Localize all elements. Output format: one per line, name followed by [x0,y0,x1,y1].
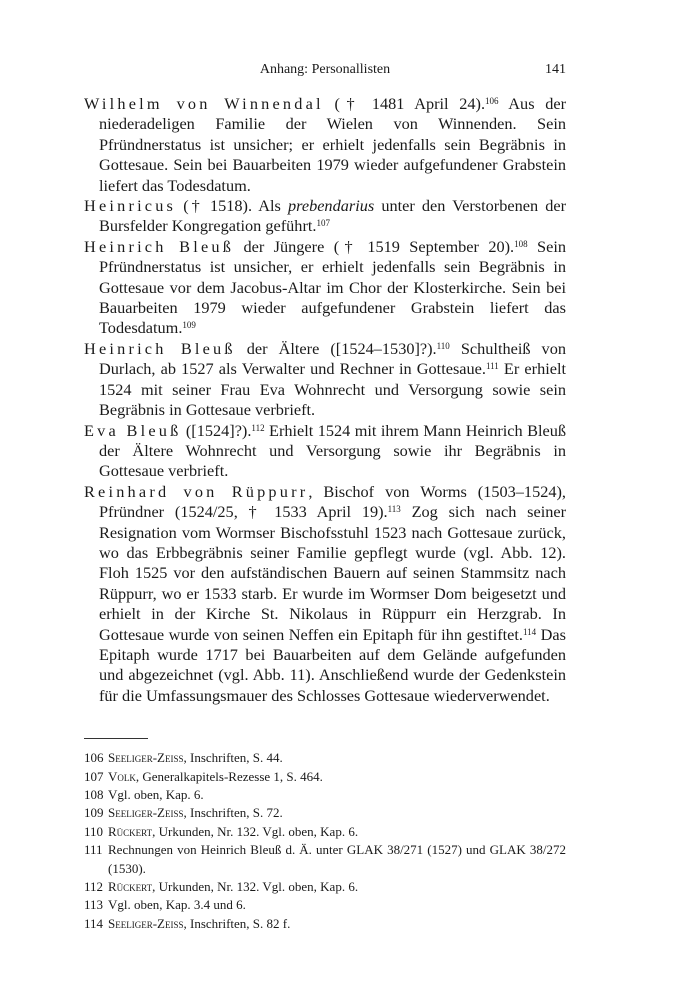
entry-text: Schultheiß von Durlach, ab 1527 als Verwalter und Rechner in Gottesaue. [99,338,566,379]
footnote-author: Rückert [108,823,153,839]
footnote-ref: 107 [316,218,330,229]
footnote [84,878,566,896]
footnote [84,915,566,933]
entry-text: Er erhielt 1524 mit seiner Frau Eva Wohnrecht und Versorgung sowie sein Begräbnis in Gottesaue verbrieft. [99,359,567,420]
footnote-ref: 114 [523,626,537,637]
person-name: Heinrich Bleuß [84,338,236,358]
footnote-ref: 112 [251,422,265,433]
footnote [84,896,566,914]
footnote-number: 113 [84,897,104,913]
footnote-text: Vgl. oben, Kap. 6. [108,787,204,802]
entry-text: ([1524]?). [181,420,252,440]
entry-text: der Jüngere († 1519 September 20). [234,236,515,256]
entry-text: Das Epitaph wurde 1717 bei Bauarbeiten auf dem Gelände aufgefunden und abgezeichnet (vgl. Abb. 11). Anschließend wurde der Gedenkstein für die Umfassungsmauer des Schlosses Gottesaue wiederverwendet. [99,624,566,705]
footnote-number: 110 [84,823,104,839]
person-entry [84,237,566,339]
entry-text: , Bischof von Worms (1503–1524), Pfründner (1524/25, † 1533 April 19). [99,481,566,522]
footnote-text: , Inschriften, S. 82 f. [183,915,291,931]
footnote-separator [84,738,148,739]
footnote-ref: 113 [387,504,401,515]
footnote [84,823,566,841]
footnote [84,841,566,878]
entry-text: Zog sich nach seiner Resignation vom Wormser Bischofsstuhl 1523 nach Gottesaue zurück, wo das Erbbegräbnis seiner Familie gepflegt wurde (vgl. Abb. 12). Floh 1525 vor den aufständischen Bauern auf seinen Stammsitz nach Rüppurr, wo er 1533 starb. Er wurde im Wormser Dom beigesetzt und erhielt in der Kirche St. Nikolaus in Rüppurr ein Herzgrab. In Gottesaue wurde von seinen Neffen ein Epitaph für ihn gestiftet. [99,502,567,644]
footnote-number: 109 [84,805,104,821]
person-entry [84,421,566,482]
footnote-ref: 109 [182,320,196,331]
footnote-author: Rückert [108,879,153,895]
footnote [84,804,566,822]
footnote-text: , Inschriften, S. 44. [183,750,283,766]
footnote [84,749,566,767]
footnote-number: 107 [84,768,104,784]
person-entry [84,339,566,421]
page [84,62,566,933]
footnote-number: 112 [84,879,104,895]
person-entry [84,94,566,196]
person-name: Reinhard von Rüppurr [84,481,309,501]
entry-text: Sein Pfründnerstatus ist unsicher, er erhielt jedenfalls sein Begräbnis in Gottesaue vor dem Jacobus-Altar im Chor der Klosterkirche. Sein bei Bauarbeiten 1979 wieder aufgefundener Grabstein liefert das Todesdatum. [99,236,566,338]
footnote-text: , Urkunden, Nr. 132. Vgl. oben, Kap. 6. [152,879,359,895]
footnote-number: 106 [84,750,104,766]
entry-text: († 1518). Als [176,196,288,216]
footnote-author: Seeliger-Zeiss [108,750,184,766]
entry-text: Aus der niederadeligen Familie der Wielen von Winnenden. Sein Pfründnerstatus ist unsicher; er erhielt jedenfalls sein Begräbnis in Gottesaue. Sein bei Bauarbeiten 1979 wieder aufgefundener Grabstein liefert das Todesdatum. [99,94,566,195]
footnote-ref: 110 [436,340,450,351]
footnote-author: Seeliger-Zeiss [108,915,184,931]
running-title: Anhang: Personallisten [259,62,391,77]
entry-text: († 1481 April 24). [323,94,486,113]
footnote-author: Volk [108,768,136,784]
person-entry [84,196,566,237]
footnote [84,786,566,804]
footnote-number: 114 [84,915,104,931]
latin-term: prebendarius [287,196,375,216]
entry-text: Erhielt 1524 mit ihrem Mann Heinrich Bleuß der Ältere Wohnrecht und Versorgung sowie ihr Begräbnis in Gottesaue verbrieft. [99,420,566,481]
footnote-text: , Generalkapitels-Rezesse 1, S. 464. [135,768,323,784]
footnote-text: , Inschriften, S. 72. [183,805,283,821]
entry-text: unter den Verstorbenen der Bursfelder Kongregation geführt. [99,196,566,236]
footnote-ref: 106 [485,96,499,106]
footnote [84,768,566,786]
person-name: Heinricus [84,196,177,216]
page-number: 141 [545,62,566,77]
person-entry [84,482,566,706]
footnote-text: Vgl. oben, Kap. 3.4 und 6. [108,897,246,913]
running-header [84,62,566,84]
footnote-ref: 111 [485,361,499,372]
person-name: Eva Bleuß [84,420,182,440]
person-name: Heinrich Bleuß [84,236,235,256]
footnote-author: Seeliger-Zeiss [108,805,184,821]
footnote-text: Rechnungen von Heinrich Bleuß d. Ä. unter GLAK 38/271 (1527) und GLAK 38/272 (1530). [108,842,566,876]
footnote-number: 111 [84,842,103,858]
footnote-number: 108 [84,787,104,802]
entry-text: der Ältere ([1524–1530]?). [235,338,437,358]
footnotes [84,749,566,933]
footnote-ref: 108 [514,238,528,249]
person-list [84,94,566,706]
person-name: Wilhelm von Winnendal [84,94,324,113]
footnote-text: , Urkunden, Nr. 132. Vgl. oben, Kap. 6. [152,823,359,839]
